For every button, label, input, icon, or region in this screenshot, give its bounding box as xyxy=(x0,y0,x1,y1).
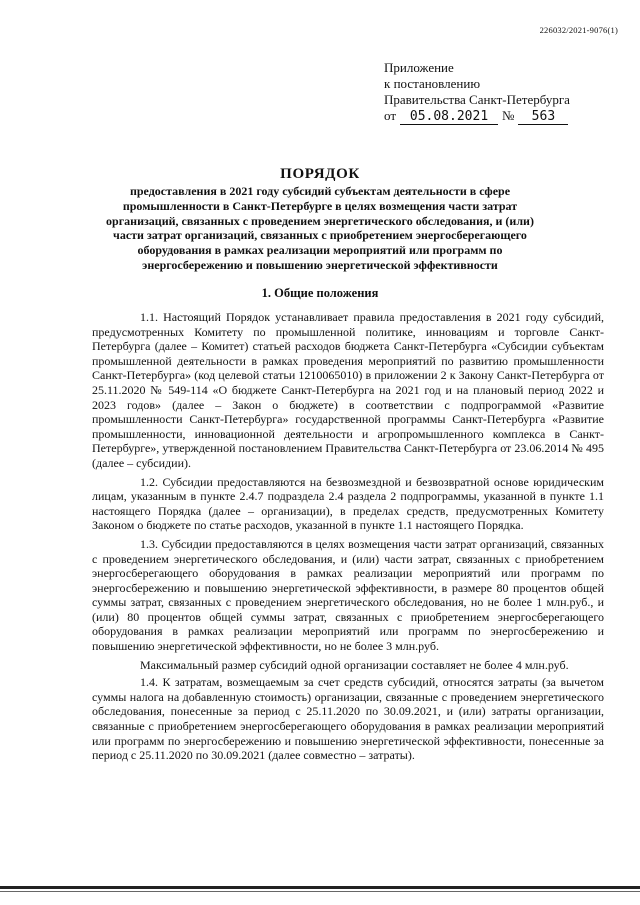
paragraph-max-size: Максимальный размер субсидий одной организации составляет не более 4 млн.руб. xyxy=(140,657,569,672)
number-label: № xyxy=(502,108,515,123)
from-label: от xyxy=(384,108,397,123)
bottom-border xyxy=(0,886,640,889)
document-number: 226032/2021-9076(1) xyxy=(539,25,618,35)
appendix-line-1: Приложение xyxy=(384,60,454,75)
bottom-border-thin xyxy=(0,891,640,892)
appendix-block xyxy=(384,60,614,125)
appendix-line-3: Правительства Санкт-Петербурга xyxy=(384,92,570,107)
resolution-number: 563 xyxy=(518,110,568,125)
paragraph-1-3: 1.3. Субсидии предоставляются в целях возмещения части затрат организаций, связанных с проведением энергетического обследования, и (или) части затрат, связанных с приобретением энергосберегающего оборудования в рамках реализации мероприятий или программ по энергосбережению и повышению энергетической эффективности, в размере 80 процентов общей суммы затрат, связанных с проведением энергетического обследования, но не более 1 млн.руб., и (или) 80 процентов общей суммы затрат, связанных с приобретением энергосберегающего оборудования в рамках реализации мероприятий или программ по энергосбережению и повышению энергетической эффективности, но не более 3 млн.руб. xyxy=(92,536,604,654)
paragraph-1-4: 1.4. К затратам, возмещаемым за счет средств субсидий, относятся затраты (за вычетом суммы налога на добавленную стоимость) организации, связанные с проведением энергетического обследования, понесенные за период с 25.11.2020 по 30.09.2021, и (или) затраты организации, связанные с приобретением энергосберегающего оборудования в рамках реализации мероприятий или программ по энергосбережению и повышению энергетической эффективности, понесенные за период с 25.11.2020 по 30.09.2021 (далее совместно – затраты). xyxy=(92,675,604,763)
appendix-line-2: к постановлению xyxy=(384,76,481,91)
paragraph-1-1: 1.1. Настоящий Порядок устанавливает правила предоставления в 2021 году субсидий, предусмотренных Комитету по промышленной политике, инновациям и торговле Санкт-Петербурга (далее – Комитет) статьей расходов бюджета Санкт-Петербурга «Субсидии субъектам промышленной деятельности в рамках проведения мероприятий по развитию промышленности Санкт-Петербурга» (код целевой статьи 1210065010) в приложении 2 к Закону Санкт-Петербурга от 25.11.2020 № 549-114 «О бюджете Санкт-Петербурга на 2021 год и на плановый период 2022 и 2023 годов» (далее – Закон о бюджете) в соответствии с подпрограммой «Развитие промышленности Санкт-Петербурга» государственной программы Санкт-Петербурга «Развитие промышленности, инновационной деятельности и агропромышленного комплекса в Санкт-Петербурге», утвержденной постановлением Правительства Санкт-Петербурга от 23.06.2014 № 495 (далее – субсидии). xyxy=(92,310,604,470)
paragraph-1-2: 1.2. Субсидии предоставляются на безвозмездной и безвозвратной основе юридическим лицам, указанным в пункте 2.4.7 подраздела 2.4 раздела 2 подпрограммы, указанной в пункте 1.1 настоящего Порядка (далее – организации), в пределах средств, предусмотренных Комитету Законом о бюджете по статье расходов, указанной в пункте 1.1 настоящего Порядка. xyxy=(92,474,604,533)
document-subtitle: предоставления в 2021 году субсидий субъектам деятельности в сфере промышленности в Санкт-Петербурге в целях возмещения части затрат организаций, связанных с проведением энергетического обследования, и (или) части затрат организаций, связанных с приобретением энергосберегающего оборудования в рамках реализации мероприятий или программ по энергосбережению и повышению энергетической эффективности xyxy=(106,184,534,272)
appendix-date-number-line xyxy=(384,108,614,125)
document-body xyxy=(92,310,604,767)
document-title: ПОРЯДОК xyxy=(280,166,360,182)
section-heading: 1. Общие положения xyxy=(261,286,379,300)
resolution-date: 05.08.2021 xyxy=(400,110,498,125)
